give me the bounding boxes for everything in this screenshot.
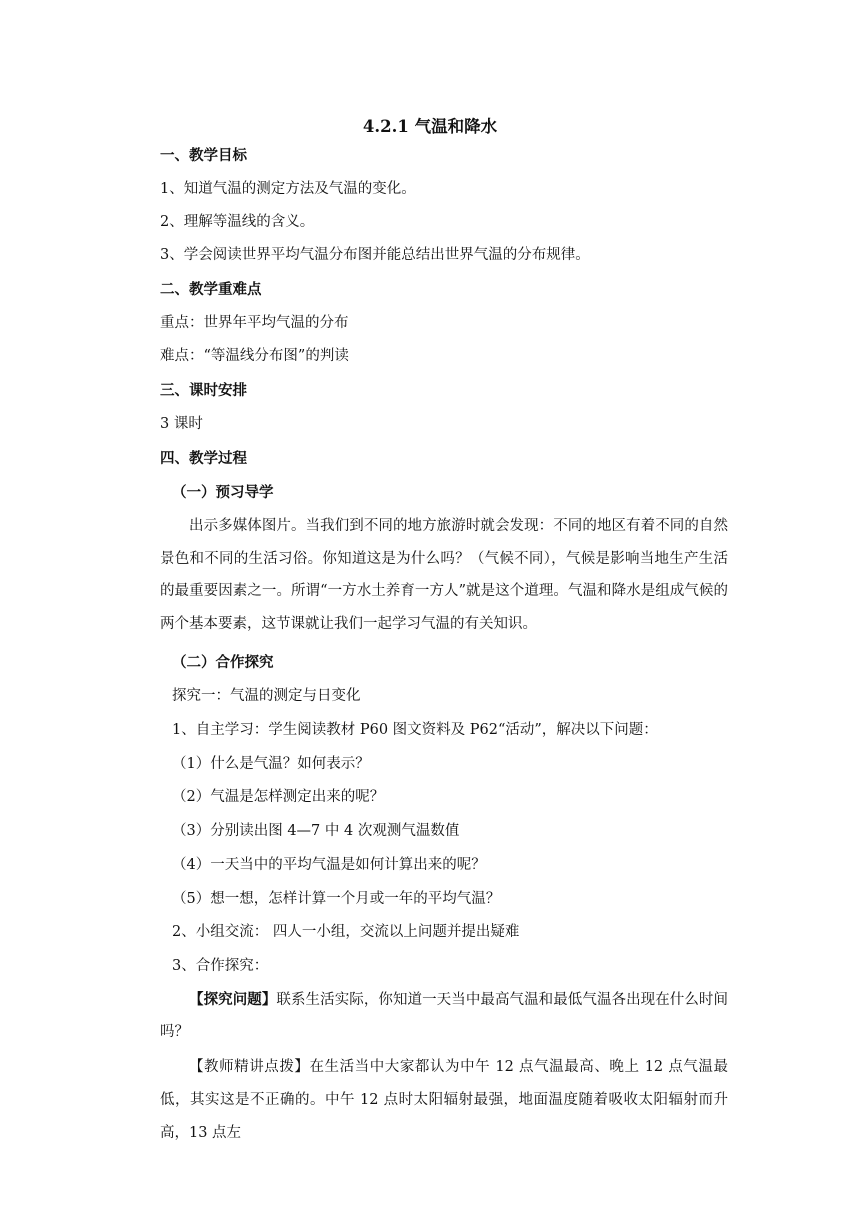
section-heading-objectives: 一、教学目标 <box>160 147 247 164</box>
difficult-point: 难点：“等温线分布图”的判读 <box>160 348 349 364</box>
teacher-paragraph <box>160 1051 728 1150</box>
problem-paragraph <box>160 984 728 1048</box>
problem-text: 联系生活实际，你知道一天当中最高气温和最低气温各出现在什么时间吗？ <box>160 992 729 1040</box>
section-heading-process: 四、教学过程 <box>160 450 247 467</box>
subheading-cooperation: （二）合作探究 <box>172 654 274 671</box>
question-item: （4）一天当中的平均气温是如何计算出来的呢？ <box>172 857 486 873</box>
question-item: （2）气温是怎样测定出来的呢？ <box>172 789 385 805</box>
preview-paragraph: 出示多媒体图片。当我们到不同的地方旅游时就会发现：不同的地区有着不同的自然景色和不同的生活习俗。你知道这是为什么吗？（气候不同），气候是影响当地生产生活的最重要因素之一。所谓“一方水土养育一方人”就是这个道理。气温和降水是组成气候的两个基本要素，这节课就让我们一起学习气温的有关知识。 <box>160 518 728 632</box>
schedule-text: 3 课时 <box>160 416 203 432</box>
objective-item: 3、学会阅读世界平均气温分布图并能总结出世界气温的分布规律。 <box>160 247 590 263</box>
explore-title: 探究一：气温的测定与日变化 <box>172 688 361 704</box>
step-cooperation: 3、合作探究： <box>172 958 269 974</box>
question-item: （5）想一想，怎样计算一个月或一年的平均气温？ <box>172 891 501 907</box>
question-item: （1）什么是气温？如何表示？ <box>172 756 370 772</box>
step-group-discussion: 2、小组交流： 四人一小组，交流以上问题并提出疑难 <box>172 924 520 940</box>
teacher-tag: 【教师精讲点拨】 <box>189 1059 310 1075</box>
step-self-study: 1、自主学习：学生阅读教材 P60 图文资料及 P62“活动”，解决以下问题： <box>172 722 658 738</box>
subheading-preview: （一）预习导学 <box>172 484 274 501</box>
teacher-text: 在生活当中大家都认为中午 12 点气温最高、晚上 12 点气温最低，其实这是不正确的。中午 12 点时太阳辐射最强，地面温度随着吸收太阳辐射而升高，13 点左 <box>160 1059 728 1141</box>
section-heading-key-points: 二、教学重难点 <box>160 281 262 298</box>
objective-item: 2、理解等温线的含义。 <box>160 214 315 230</box>
document-title: 4.2.1 气温和降水 <box>362 117 498 136</box>
key-point: 重点：世界年平均气温的分布 <box>160 315 349 331</box>
question-item: （3）分别读出图 4—7 中 4 次观测气温数值 <box>172 823 460 839</box>
objective-item: 1、知道气温的测定方法及气温的变化。 <box>160 181 416 197</box>
section-heading-schedule: 三、课时安排 <box>160 382 247 399</box>
problem-tag: 【探究问题】 <box>189 991 277 1008</box>
